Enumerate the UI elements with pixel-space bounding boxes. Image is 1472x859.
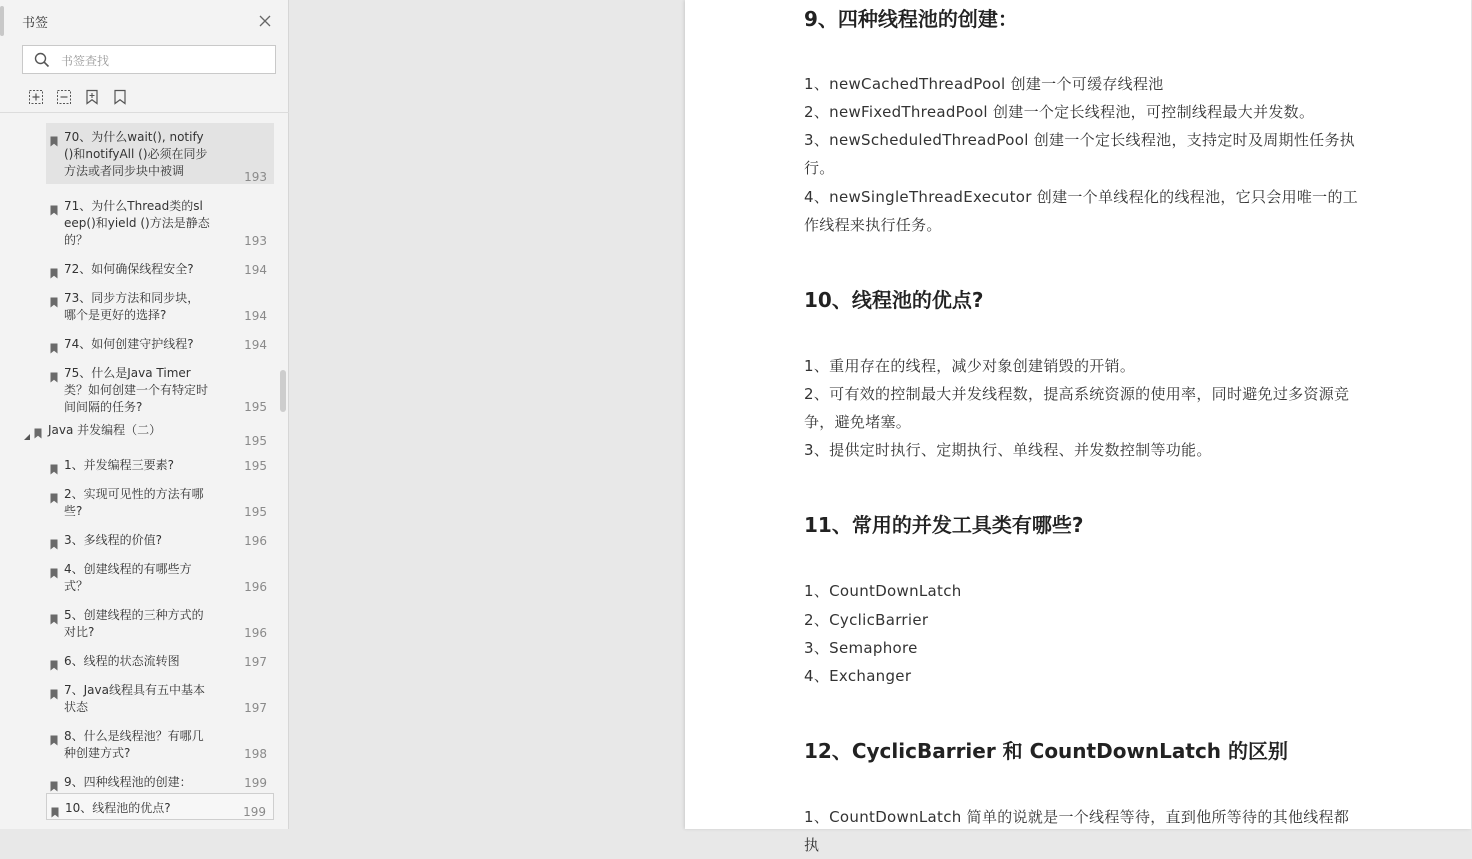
bookmark-icon [50, 564, 58, 575]
bookmark-search-input[interactable] [59, 50, 268, 71]
close-icon[interactable] [256, 12, 274, 30]
bookmark-page-number: 195 [244, 505, 267, 519]
collapse-triangle-icon[interactable] [23, 426, 31, 434]
bookmark-icon [50, 777, 58, 788]
bookmark-page-number: 194 [244, 263, 267, 277]
bookmark-item[interactable] [46, 330, 274, 352]
bookmark-icon [50, 132, 58, 143]
paragraph: 1、CountDownLatch [804, 582, 962, 600]
bookmark-page-number: 197 [244, 701, 267, 715]
bookmark-page-number: 195 [244, 400, 267, 414]
bookmark-page-number: 193 [244, 170, 267, 184]
bookmark-icon [50, 339, 58, 350]
bookmark-item[interactable] [46, 647, 274, 669]
bookmark-item[interactable] [46, 255, 274, 277]
bookmark-label: 10、线程池的优点? [65, 801, 171, 815]
document-page [685, 0, 1471, 854]
bookmark-icon [50, 610, 58, 621]
bookmark-page-number: 193 [244, 234, 267, 248]
bookmark-page-number: 197 [244, 655, 267, 669]
bookmark-label: 1、并发编程三要素? [64, 458, 175, 472]
bookmark-label: 5、创建线程的三种方式的对比? [64, 608, 204, 639]
bookmark-item[interactable] [46, 480, 274, 519]
bookmark-label: 6、线程的状态流转图 [64, 654, 180, 668]
bookmark-icon [50, 535, 58, 546]
bookmark-label: 74、如何创建守护线程? [64, 337, 194, 351]
bookmark-search-box[interactable] [22, 45, 276, 74]
bookmark-label: 72、如何确保线程安全? [64, 262, 194, 276]
bookmark-item[interactable] [46, 768, 274, 790]
bookmark-page-number: 199 [243, 805, 266, 819]
bookmark-item[interactable] [46, 192, 274, 248]
bookmark-icon [50, 731, 58, 742]
bookmark-icon [50, 264, 58, 275]
bookmark-page-number: 195 [244, 459, 267, 473]
bookmark-label: 70、为什么wait(), notify()和notifyAll ()必须在同步方法或者同步块中被调 [64, 130, 208, 178]
bookmark-panel-title: 书签 [22, 16, 49, 31]
bookmark-label: 73、同步方法和同步块，哪个是更好的选择? [64, 291, 200, 322]
bookmark-page-number: 199 [244, 776, 267, 790]
bookmark-page-number: 196 [244, 626, 267, 640]
bookmark-item[interactable] [46, 123, 274, 184]
bookmark-group[interactable] [20, 422, 274, 448]
bookmark-icon[interactable] [111, 88, 129, 106]
bookmark-page-number: 198 [244, 747, 267, 761]
bookmark-page-number: 196 [244, 580, 267, 594]
paragraph: 1、CountDownLatch 简单的说就是一个线程等待，直到他所等待的其他线程都执 [804, 808, 1350, 854]
bookmark-page-number: 194 [244, 338, 267, 352]
bookmark-panel-header [0, 0, 289, 40]
bookmark-list-scrollbar[interactable] [280, 370, 286, 412]
add-bookmark-icon[interactable] [83, 88, 101, 106]
bookmark-item[interactable] [46, 359, 274, 414]
bookmark-icon [34, 424, 42, 435]
section-heading-9: 9、四种线程池的创建： [804, 7, 1018, 31]
bookmark-page-number: 194 [244, 309, 267, 323]
paragraph: 2、可有效的控制最大并发线程数，提高系统资源的使用率，同时避免过多资源竞争，避免堵塞。 [804, 385, 1350, 431]
paragraph: 4、newSingleThreadExecutor 创建一个单线程化的线程池，它只会用唯一的工作线程来执行任务。 [804, 188, 1359, 234]
paragraph: 4、Exchanger [804, 667, 912, 685]
bookmark-icon [50, 293, 58, 304]
bookmark-icon [51, 803, 59, 814]
bookmark-icon [50, 201, 58, 212]
search-icon [34, 52, 50, 68]
bookmark-label: 3、多线程的价值? [64, 533, 163, 547]
bookmark-panel [0, 0, 289, 829]
bookmark-list [0, 123, 280, 829]
bookmark-label: 75、什么是Java Timer 类？如何创建一个有特定时间间隔的任务? [64, 366, 209, 414]
bookmark-item[interactable] [46, 526, 274, 548]
bookmark-item[interactable] [46, 284, 274, 323]
paragraph: 3、newScheduledThreadPool 创建一个定长线程池，支持定时及周期性任务执行。 [804, 131, 1356, 177]
bookmark-item[interactable] [46, 793, 274, 820]
section-heading-12: 12、CyclicBarrier 和 CountDownLatch 的区别 [804, 739, 1289, 763]
collapse-all-icon[interactable] [55, 88, 73, 106]
paragraph: 2、CyclicBarrier [804, 611, 929, 629]
divider [0, 112, 289, 113]
paragraph: 2、newFixedThreadPool 创建一个定长线程池，可控制线程最大并发数。 [804, 103, 1315, 121]
bookmark-label: 8、什么是线程池？有哪几种创建方式? [64, 729, 204, 760]
bookmark-label: 7、Java线程具有五中基本状态 [64, 683, 205, 714]
bookmark-item[interactable] [46, 676, 274, 715]
bookmark-icon [50, 685, 58, 696]
bookmark-label: 9、四种线程池的创建： [64, 775, 192, 789]
paragraph: 3、提供定时执行、定期执行、单线程、并发数控制等功能。 [804, 441, 1212, 459]
bookmark-page-number: 196 [244, 534, 267, 548]
section-heading-11: 11、常用的并发工具类有哪些? [804, 513, 1084, 537]
bookmark-item[interactable] [46, 722, 274, 761]
paragraph: 1、重用存在的线程，减少对象创建销毁的开销。 [804, 357, 1136, 375]
bookmark-label: 4、创建线程的有哪些方式？ [64, 562, 192, 593]
bookmark-label: 2、实现可见性的方法有哪些? [64, 487, 204, 518]
bookmark-page-number: 195 [244, 434, 267, 448]
bookmark-item[interactable] [46, 451, 274, 473]
bookmark-icon [50, 489, 58, 500]
bookmark-label: Java 并发编程（二） [48, 423, 162, 437]
bookmark-label: 71、为什么Thread类的sleep()和yield ()方法是静态的？ [64, 199, 210, 247]
bookmark-item[interactable] [46, 555, 274, 594]
section-heading-10: 10、线程池的优点? [804, 288, 984, 312]
bookmark-item[interactable] [46, 601, 274, 640]
bookmark-icon [50, 460, 58, 471]
expand-all-icon[interactable] [27, 88, 45, 106]
paragraph: 1、newCachedThreadPool 创建一个可缓存线程池 [804, 75, 1164, 93]
bookmark-icon [50, 368, 58, 379]
paragraph: 3、Semaphore [804, 639, 918, 657]
bookmark-icon [50, 656, 58, 667]
